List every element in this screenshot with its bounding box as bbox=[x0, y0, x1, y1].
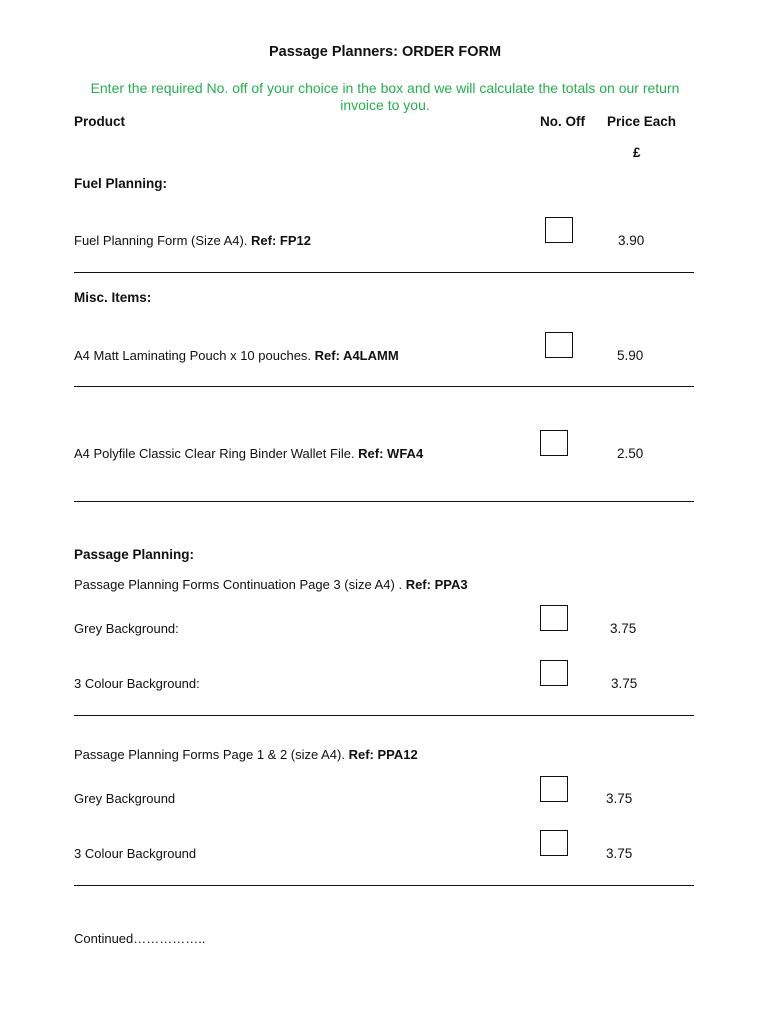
price-ppa12-colour: 3.75 bbox=[606, 846, 633, 861]
price-ppa3-colour: 3.75 bbox=[611, 676, 638, 691]
price-wfa4: 2.50 bbox=[617, 446, 644, 461]
product-row-ppa12 bbox=[74, 747, 418, 762]
option-label-ppa12-grey: Grey Background bbox=[74, 791, 176, 806]
product-label: Fuel Planning Form (Size A4). bbox=[74, 233, 252, 248]
instructions-text: Enter the required No. off of your choice in the box and we will calculate the totals on our return invoice to you. bbox=[90, 80, 680, 113]
qty-column-header: No. Off bbox=[540, 114, 585, 129]
product-label: A4 Polyfile Classic Clear Ring Binder Wallet File. bbox=[74, 446, 359, 461]
price-ppa3-grey: 3.75 bbox=[610, 621, 637, 636]
section-heading-misc-items: Misc. Items: bbox=[74, 290, 152, 305]
divider bbox=[74, 501, 694, 502]
qty-box-ppa12-grey[interactable] bbox=[540, 776, 568, 802]
option-label-ppa3-grey: Grey Background: bbox=[74, 621, 179, 636]
qty-box-ppa12-colour[interactable] bbox=[540, 830, 568, 856]
option-label-ppa3-colour: 3 Colour Background: bbox=[74, 676, 200, 691]
divider bbox=[74, 386, 694, 387]
qty-box-fp12[interactable] bbox=[545, 217, 573, 243]
divider bbox=[74, 715, 694, 716]
product-row-fp12 bbox=[74, 233, 311, 248]
section-heading-passage-planning: Passage Planning: bbox=[74, 547, 195, 562]
page-title: Passage Planners: ORDER FORM bbox=[268, 44, 502, 60]
product-label: Passage Planning Forms Page 1 & 2 (size A4). bbox=[74, 747, 349, 762]
product-row-wfa4 bbox=[74, 446, 423, 461]
product-column-header: Product bbox=[74, 114, 126, 129]
product-ref: Ref: A4LAMM bbox=[314, 348, 399, 363]
product-ref: Ref: FP12 bbox=[251, 233, 311, 248]
product-label: Passage Planning Forms Continuation Page 3 (size A4) . bbox=[74, 577, 406, 592]
qty-box-ppa3-grey[interactable] bbox=[540, 605, 568, 631]
qty-box-ppa3-colour[interactable] bbox=[540, 660, 568, 686]
option-label-ppa12-colour: 3 Colour Background bbox=[74, 846, 197, 861]
product-ref: Ref: PPA3 bbox=[405, 577, 468, 592]
product-row-a4lamm bbox=[74, 348, 399, 363]
divider bbox=[74, 885, 694, 886]
product-ref: Ref: WFA4 bbox=[358, 446, 424, 461]
price-a4lamm: 5.90 bbox=[617, 348, 644, 363]
product-label: A4 Matt Laminating Pouch x 10 pouches. bbox=[74, 348, 315, 363]
currency-symbol: £ bbox=[633, 145, 641, 160]
price-column-header: Price Each bbox=[607, 114, 677, 129]
qty-box-a4lamm[interactable] bbox=[545, 332, 573, 358]
continued-text: Continued…………….. bbox=[74, 931, 206, 946]
qty-box-wfa4[interactable] bbox=[540, 430, 568, 456]
price-ppa12-grey: 3.75 bbox=[606, 791, 633, 806]
section-heading-fuel-planning: Fuel Planning: bbox=[74, 176, 167, 191]
price-fp12: 3.90 bbox=[618, 233, 645, 248]
product-row-ppa3 bbox=[74, 577, 468, 592]
product-ref: Ref: PPA12 bbox=[348, 747, 418, 762]
divider bbox=[74, 272, 694, 273]
